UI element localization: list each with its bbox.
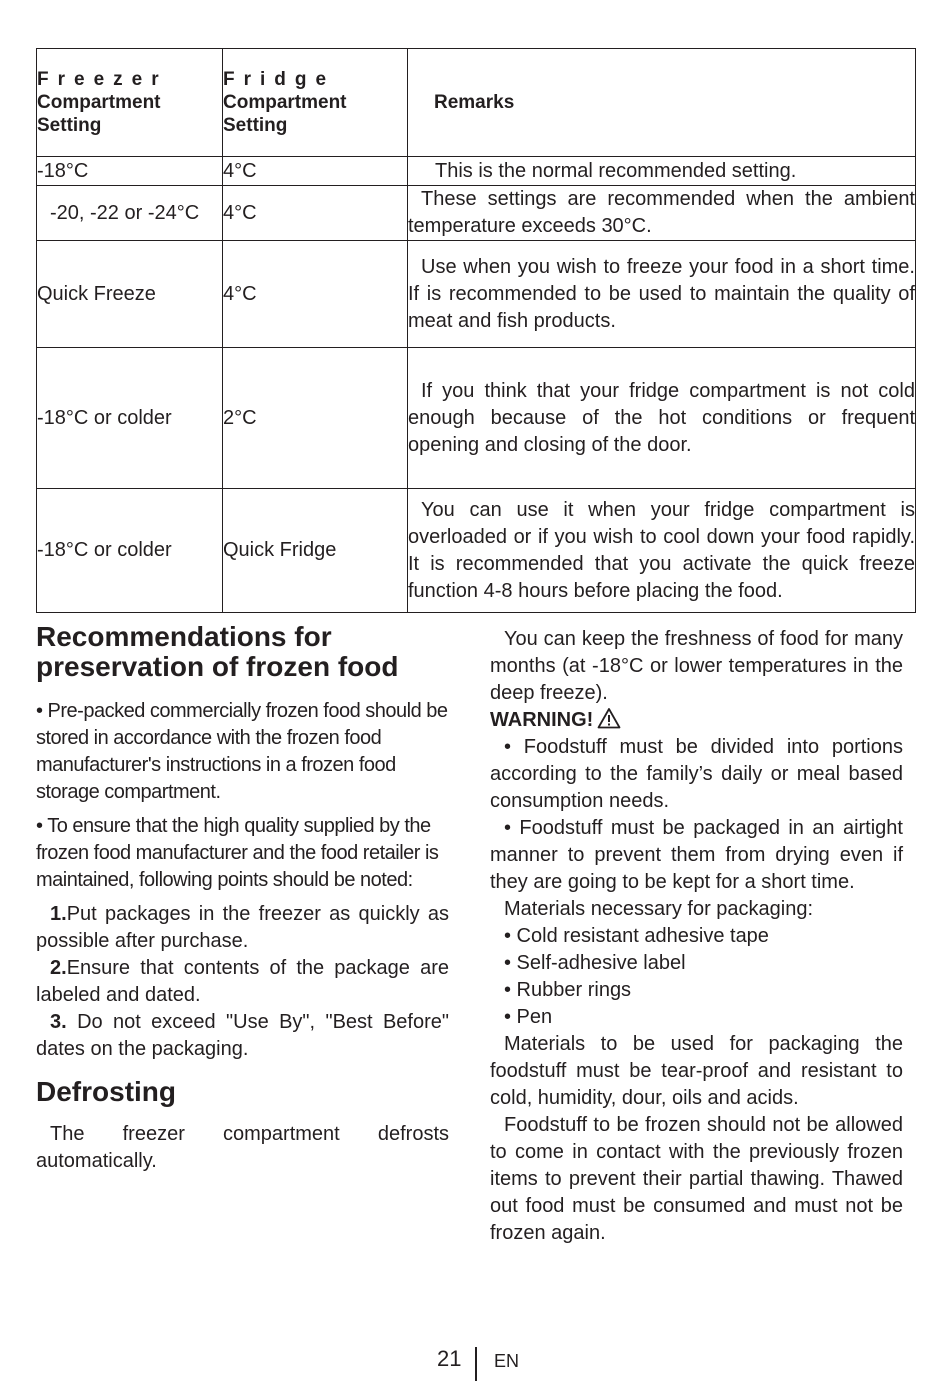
defrosting-heading: Defrosting [36, 1076, 176, 1107]
remarks-cell: You can use it when your fridge compartment is overloaded or if you wish to cool down your food rapidly. It is recommended that you activate the quick freeze function 4-8 hours before placing the food. [408, 489, 916, 613]
warning-airtight: • Foodstuff must be packaged in an airtight manner to prevent them from drying even if they are going to be kept for a short time. [490, 817, 903, 893]
freezer-cell: -18°C or colder [37, 489, 223, 613]
table-header-row [37, 49, 916, 157]
list-item: • Pen [504, 1006, 553, 1028]
defrost-text: The freezer compartment defrosts automatically. [36, 1123, 449, 1172]
footer-divider [475, 1347, 477, 1381]
warning-label: WARNING! [490, 709, 594, 731]
language-code: EN [494, 1351, 520, 1371]
table-row [37, 157, 916, 186]
right-column [490, 626, 903, 1247]
settings-table [36, 48, 916, 613]
freezer-cell: -20, -22 or -24°C [37, 186, 223, 241]
table-row [37, 241, 916, 348]
list-item: 3. Do not exceed "Use By", "Best Before" dates on the packaging. [36, 1011, 449, 1060]
remarks-cell: This is the normal recommended setting. [408, 157, 916, 186]
table-row [37, 489, 916, 613]
fridge-cell: 4°C [223, 157, 408, 186]
freezer-cell: -18°C [37, 157, 223, 186]
page-number: 21 [437, 1346, 462, 1371]
recommendations-heading: Recommendations for preservation of frozen food [36, 621, 399, 682]
warning-triangle-icon [597, 707, 621, 734]
header-freezer: Freezer Compartment Setting [37, 49, 223, 157]
list-item: 2.Ensure that contents of the package are labeled and dated. [36, 957, 449, 1006]
fridge-cell: 4°C [223, 186, 408, 241]
list-item: 1.Put packages in the freezer as quickly as possible after purchase. [36, 903, 449, 952]
header-remarks: Remarks [408, 49, 916, 157]
freshness-text: You can keep the freshness of food for many months (at -18°C or lower temperatures in the deep freeze). [490, 628, 903, 704]
warning-portions: • Foodstuff must be divided into portions according to the family’s daily or meal based consumption needs. [490, 736, 903, 812]
materials-text: Materials to be used for packaging the foodstuff must be tear-proof and resistant to cold, humidity, dour, oils and acids. [490, 1033, 903, 1109]
remarks-cell: Use when you wish to freeze your food in a short time. If is recommended to be used to maintain the quality of meat and fish products. [408, 241, 916, 348]
list-item: • Cold resistant adhesive tape [504, 925, 769, 947]
fridge-cell: 2°C [223, 348, 408, 489]
fridge-cell: 4°C [223, 241, 408, 348]
remarks-cell: If you think that your fridge compartment is not cold enough because of the hot conditions or frequent opening and closing of the door. [408, 348, 916, 489]
freezer-cell: Quick Freeze [37, 241, 223, 348]
left-column [36, 622, 449, 1175]
warning-line [490, 707, 903, 734]
bullet-prepacked: • Pre-packed commercially frozen food should be stored in accordance with the frozen food manufacturer's instructions in a frozen food storage compartment. [36, 700, 448, 803]
table-row [37, 186, 916, 241]
list-item: • Rubber rings [504, 979, 632, 1001]
fridge-cell: Quick Fridge [223, 489, 408, 613]
table-row [37, 348, 916, 489]
remarks-cell: These settings are recommended when the ambient temperature exceeds 30°C. [408, 186, 916, 241]
header-fridge: Fridge Compartment Setting [223, 49, 408, 157]
materials-heading: Materials necessary for packaging: [504, 898, 814, 920]
list-item: • Self-adhesive label [504, 952, 686, 974]
freezer-cell: -18°C or colder [37, 348, 223, 489]
frozen-contact-text: Foodstuff to be frozen should not be allowed to come in contact with the previously frozen items to prevent their partial thawing. Thawed out food must be consumed and must not be frozen again. [490, 1114, 903, 1244]
bullet-quality: • To ensure that the high quality supplied by the frozen food manufacturer and the food retailer is maintained, following points should be noted: [36, 815, 439, 891]
